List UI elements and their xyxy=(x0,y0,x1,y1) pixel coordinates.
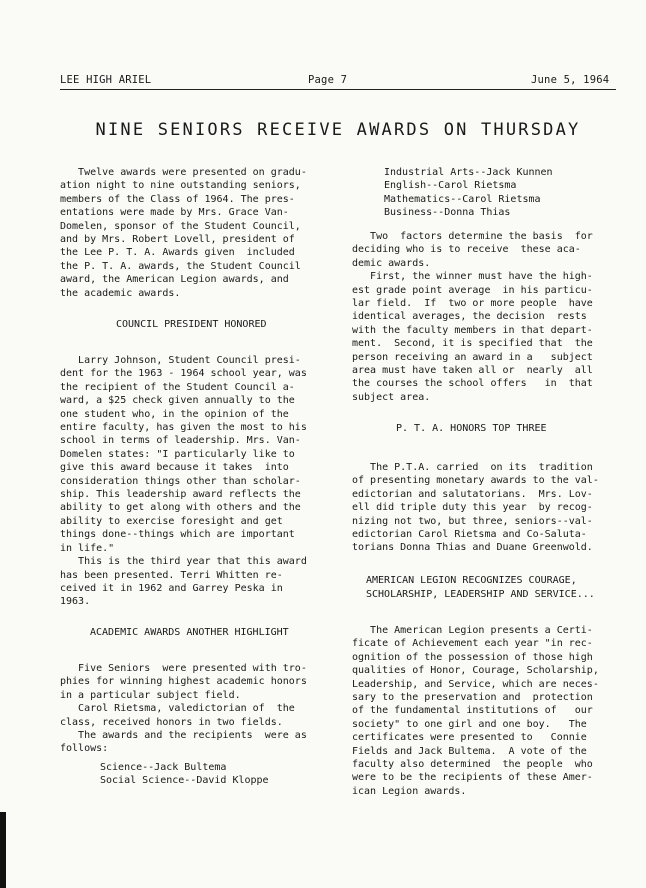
publication-name: LEE HIGH ARIEL xyxy=(60,74,152,86)
subhead-academic-awards: ACADEMIC AWARDS ANOTHER HIGHLIGHT xyxy=(90,627,289,638)
left-column xyxy=(60,166,338,300)
awards-list-right: Industrial Arts--Jack Kunnen English--Carol Rietsma Mathematics--Carol Rietsma Business--Donna Thias xyxy=(384,167,553,219)
council-section xyxy=(60,354,338,609)
subhead-council-president: COUNCIL PRESIDENT HONORED xyxy=(116,319,267,330)
awards-list-left: Science--Jack Bultema Social Science--David Kloppe xyxy=(100,762,269,787)
subhead-american-legion-1: AMERICAN LEGION RECOGNIZES COURAGE, xyxy=(366,575,577,586)
academic-paragraph-3: The awards and the recipients were as follows: xyxy=(60,730,307,755)
pta-paragraph: The P.T.A. carried on its tradition of presenting monetary awards to the val- edictorian and salutatorians. Mrs. Lov- ell did triple duty this year by recog- nizing not two, but three, seniors--val- edictorian Carol Rietsma and Co-Saluta- torians Donna Thias and Duane Greenwold. xyxy=(352,462,599,554)
subhead-pta-honors: P. T. A. HONORS TOP THREE xyxy=(396,423,547,434)
legion-section xyxy=(352,624,624,798)
subhead-american-legion-2: SCHOLARSHIP, LEADERSHIP AND SERVICE... xyxy=(366,589,595,600)
council-paragraph-2: This is the third year that this award has been presented. Terri Whitten re- ceived it in 1962 and Garrey Peska in 1963. xyxy=(60,556,307,608)
academic-section xyxy=(60,662,338,756)
headline: NINE SENIORS RECEIVE AWARDS ON THURSDAY xyxy=(95,120,581,140)
factors-paragraph: Two factors determine the basis for deciding who is to receive these aca- demic awards. xyxy=(352,231,593,269)
academic-paragraph-2: Carol Rietsma, valedictorian of the class, received honors in two fields. xyxy=(60,703,295,728)
legion-paragraph: The American Legion presents a Certi- ficate of Achievement each year "in rec- ognition of the possession of those high qualities of Honor, Courage, Scholarship, Leadership, and Service, which are neces- sary to the preservation and protection of the fundamental institutions of our society" to one girl and one boy. The certificates were presented to Connie Fields and Jack Bultema. A vote of the faculty also determined the people who were to be the recipients of these Amer- ican Legion awards. xyxy=(352,625,599,797)
academic-paragraph: Five Seniors were presented with tro- phies for winning highest academic honors in a particular subject field. xyxy=(60,663,307,701)
intro-paragraph: Twelve awards were presented on gradu- ation night to nine outstanding seniors, members of the Class of 1964. The pres- entations were made by Mrs. Grace Van- Domelen, sponsor of the Student Council, and by Mrs. Robert Lovell, president of the Lee P. T. A. Awards given included the P. T. A. awards, the Student Council award, the American Legion awards, and the academic awards. xyxy=(60,167,307,299)
page-number: Page 7 xyxy=(308,74,348,86)
council-paragraph: Larry Johnson, Student Council presi- dent for the 1963 - 1964 school year, was the recipient of the Student Council a- ward, a $25 check given annually to the one student who, in the opinion of the entire faculty, has given the most to his school in terms of leadership. Mrs. Van- Domelen states: "I particularly like to give this award because it takes into consideration things other than scholar- ship. This leadership award reflects the ability to get along with others and the ability to exercise foresight and get things done--things which are important in life." xyxy=(60,355,307,554)
scan-edge-mark xyxy=(0,812,6,888)
header-rule xyxy=(60,89,616,90)
factors-paragraph-2: First, the winner must have the high- est grade point average in his particu- lar field. If two or more people have identical averages, the decision rests with the faculty members in that depart- ment. Second, it is specified that the person receiving an award in a subject area must have taken all or nearly all the courses the school offers in that subject area. xyxy=(352,271,593,403)
factors-section xyxy=(352,230,624,404)
issue-date: June 5, 1964 xyxy=(531,74,610,86)
pta-section xyxy=(352,461,624,555)
